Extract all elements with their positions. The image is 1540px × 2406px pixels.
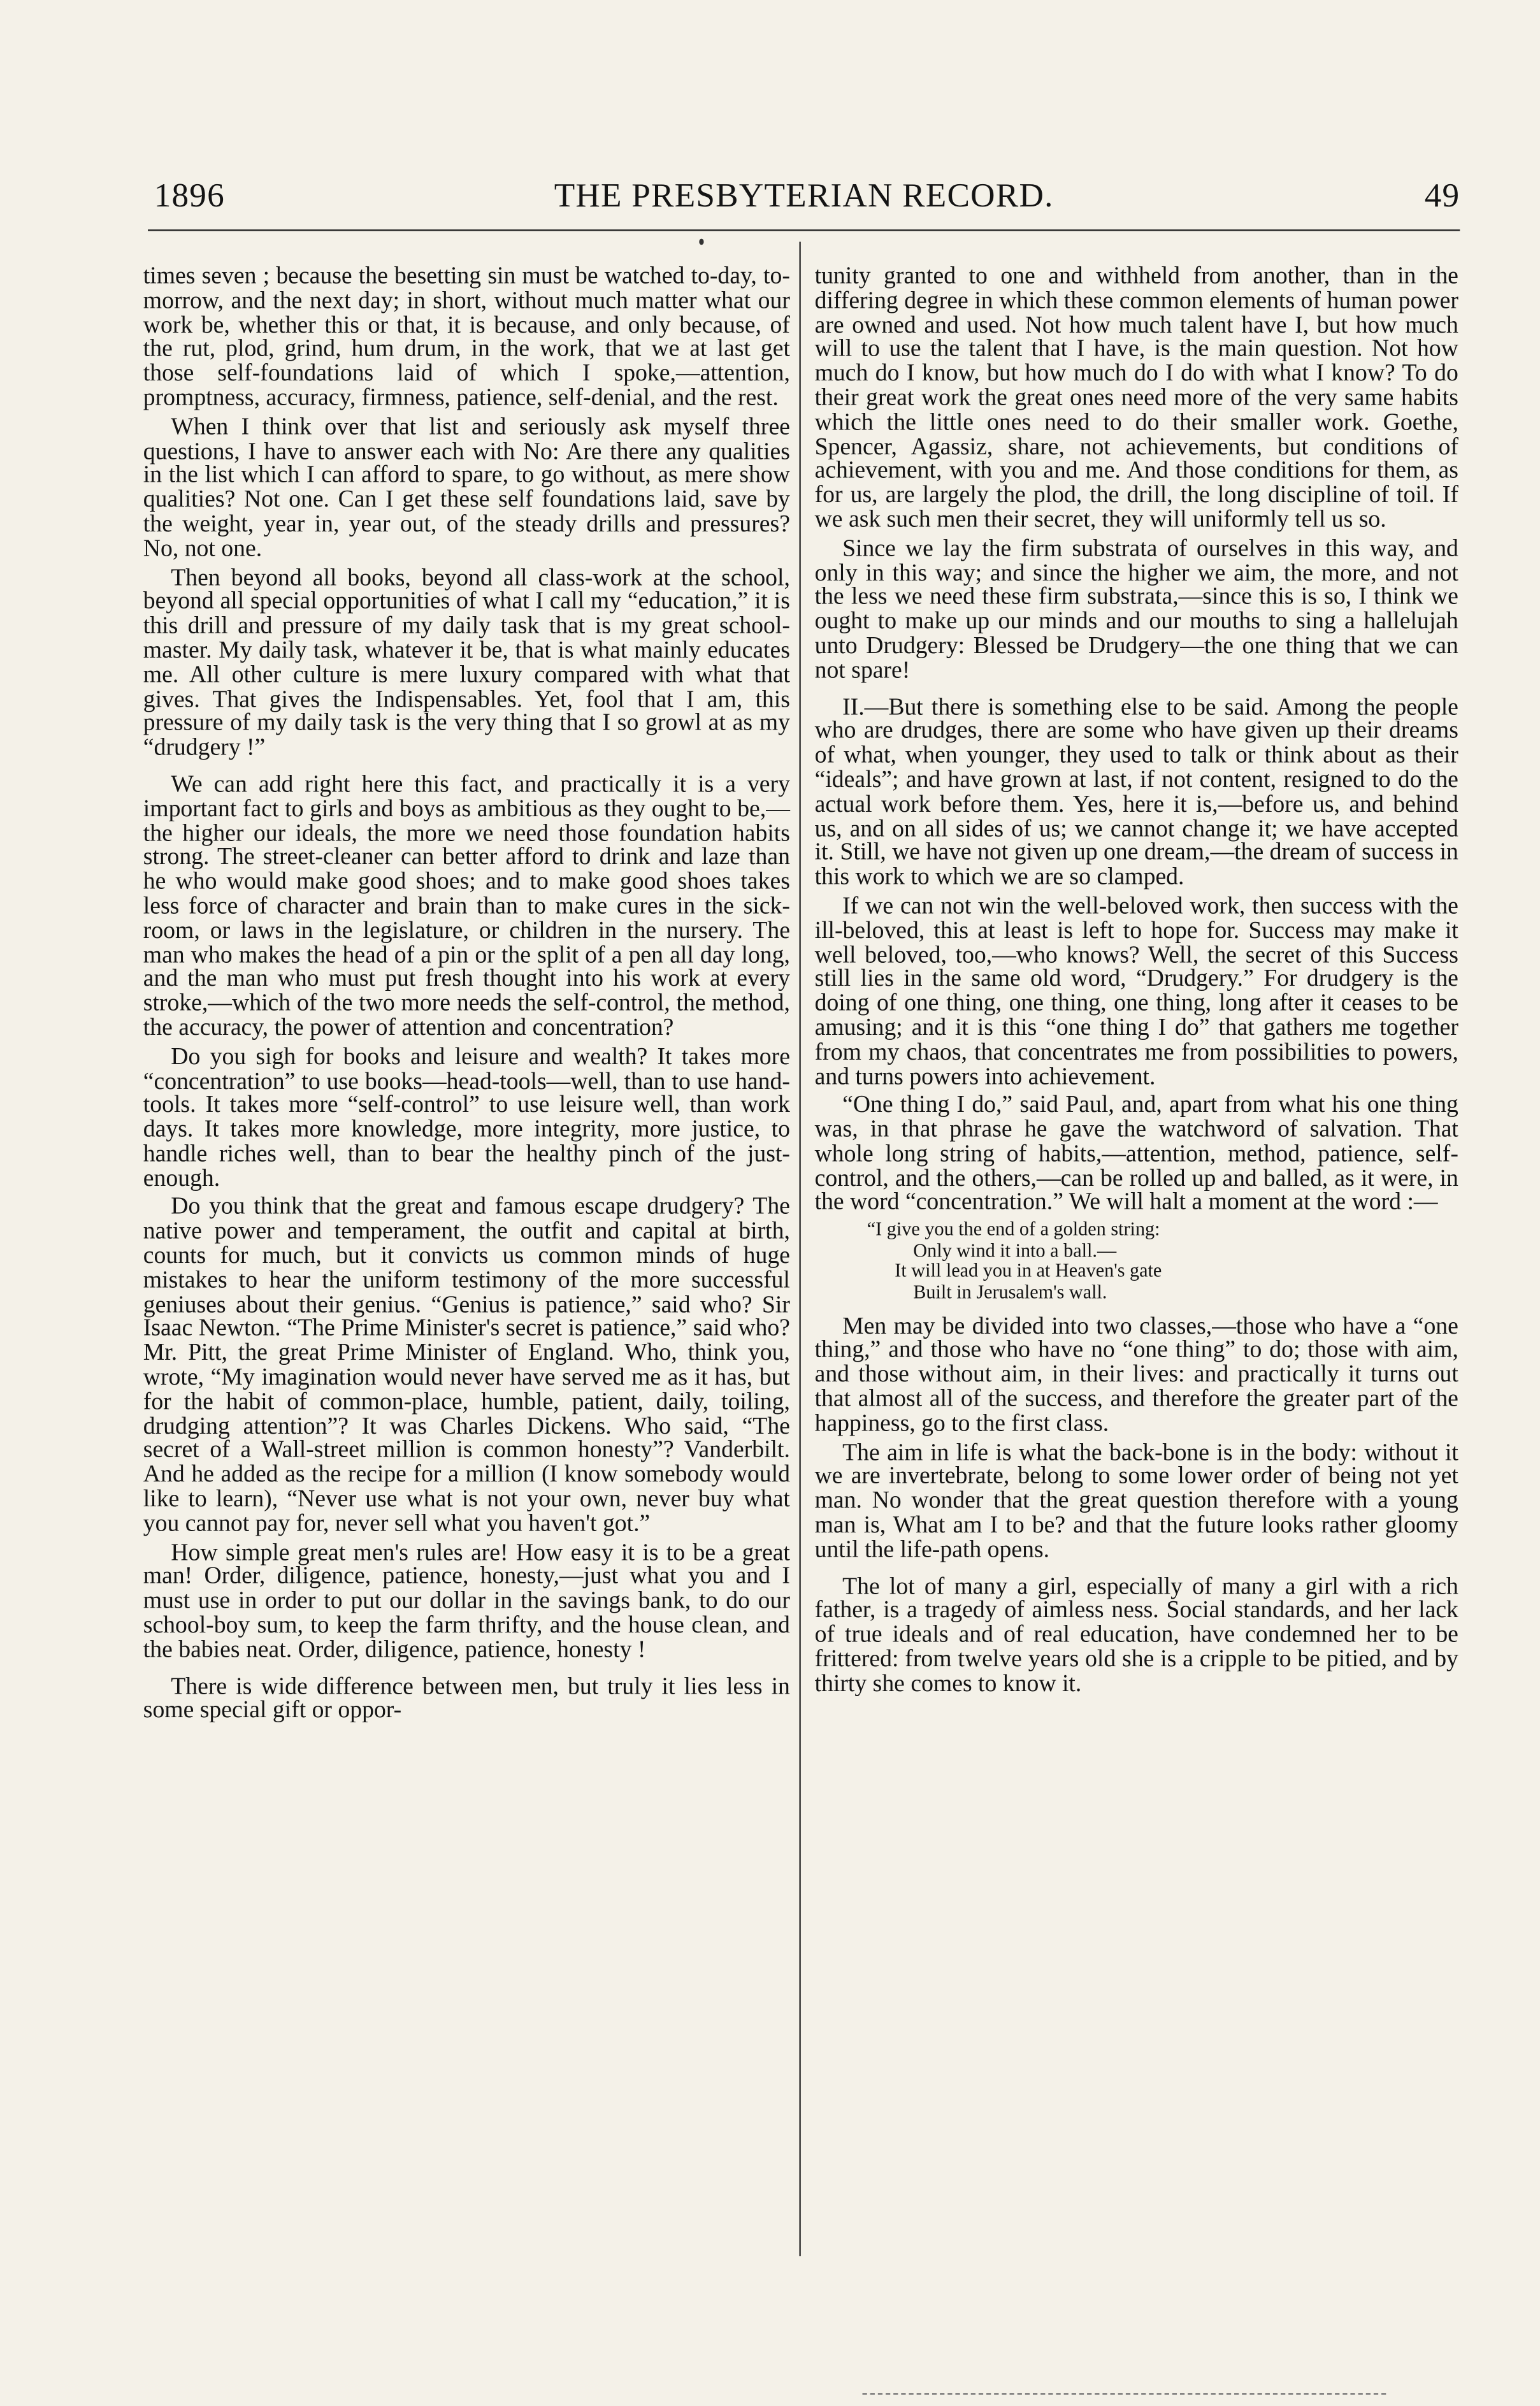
paragraph: Do you think that the great and famous escape drudgery? The native power and temperament, the outfit and capital at birth, counts for much, but it convicts us common minds of huge mistakes to hear the uniform testimony of the more successful geniuses about their genius. “Genius is patience,” said who? Sir Isaac Newton. “The Prime Minister's secret is patience,” said who? Mr. Pitt, the great Prime Minister of England. Who, think you, wrote, “My imagination would never have served me as it has, but for the habit of common-place, humble, patient, daily, toiling, drudging attention”? It was Charles Dickens. Who said, “The secret of a Wall-street million is common honesty”? Vanderbilt. And he added as the recipe for a million (I know somebody would like to learn), “Never use what is not your own, never buy what you cannot pay for, never sell what you haven't got.” — [143, 1194, 790, 1537]
verse-line: It will lead you in at Heaven's gate — [895, 1260, 1162, 1283]
ink-dot — [699, 239, 703, 245]
paragraph: Do you sigh for books and leisure and wealth? It takes more “concentration” to use books—head-tools—well, than to use hand-tools. It takes more “self-control” to use leisure well, than work days. It takes more knowledge, more integrity, more justice, to handle riches well, than to bear the healthy pinch of the just-enough. — [143, 1044, 790, 1192]
left-column — [143, 265, 790, 1729]
paragraph: There is wide difference between men, but truly it lies less in some special gift or oppor- — [143, 1673, 790, 1724]
paragraph: We can add right here this fact, and practically it is a very important fact to girls and boys as ambitious as they ought to be,—the higher our ideals, the more we need those foundation habits strong. The street-cleaner can better afford to drink and laze than he who would make good shoes; and to make good shoes takes less force of character and brain than to make cures in the sick-room, or laws in the legislature, or children in the nursery. The man who makes the head of a pin or the split of a pen all day long, and the man who must put fresh thought into his work at every stroke,—which of the two more needs the self-control, the method, the accuracy, the power of attention and concentration? — [143, 771, 790, 1041]
page-number: 49 — [1424, 175, 1460, 214]
verse-line: “I give you the end of a golden string: — [867, 1218, 1160, 1241]
paragraph: Men may be divided into two classes,—those who have a “one thing,” and those who have no “one thing” to do; those with aim, and those without aim, in their lives: and practically it turns out that almost all of the success, and therefore the greater part of the happiness, go to the first class. — [814, 1313, 1458, 1437]
paragraph: If we can not win the well-beloved work, then success with the ill-beloved, this at least is left to hope for. Success may make it well beloved, too,—who knows? Well, the secret of this Success still lies in the same old word, “Drudgery.” For drudgery is the doing of one thing, one thing, one thing, long after it ceases to be amusing; and it is this “one thing I do” that gathers me together from my chaos, that concentrates me from possibilities to powers, and turns powers into achievement. — [814, 893, 1458, 1090]
verse-line: Built in Jerusalem's wall. — [913, 1281, 1107, 1303]
paragraph: Since we lay the firm substrata of ourselves in this way, and only in this way; and since the higher we aim, the more, and not the less we need these firm substrata,—since this is so, I think we ought to make up our minds and our mouths to sing a hallelujah unto Drudgery: Blessed be Drudgery—the one thing that we can not spare! — [814, 535, 1458, 684]
paragraph: How simple great men's rules are! How easy it is to be a great man! Order, diligence, patience, honesty,—just what you and I must use in order to put our dollar in the savings bank, to do our school-boy sum, to keep the farm thrifty, and the house clean, and the babies neat. Order, diligence, patience, honesty ! — [143, 1539, 790, 1663]
paragraph: Then beyond all books, beyond all class-work at the school, beyond all special opportunities of what I call my “education,” it is this drill and pressure of my daily task that is my great school-master. My daily task, whatever it be, that is what mainly educates me. All other culture is mere luxury compared with what that gives. That gives the Indispensables. Yet, fool that I am, this pressure of my daily task is the very thing that I so growl at as my “drudgery !” — [143, 564, 790, 761]
paragraph: The lot of many a girl, especially of many a girl with a rich father, is a tragedy of aimless ness. Social standards, and her lack of true ideals and of real education, have condemned her to be frittered: from twelve years old she is a cripple to be pitied, and by thirty she comes to know it. — [814, 1573, 1458, 1697]
bottom-rule — [863, 2393, 1386, 2395]
paragraph: The aim in life is what the back-bone is in the body: without it we are invertebrate, belong to some lower order of being not yet man. No wonder that the great question therefore with a young man is, What am I to be? and that the future looks rather gloomy until the life-path opens. — [814, 1439, 1458, 1563]
page-header — [148, 173, 1460, 228]
paragraph: tunity granted to one and withheld from another, than in the differing degree in which these common elements of human power are owned and used. Not how much talent have I, but how much will to use the talent that I have, is the main question. Not how much do I know, but how much do I do with what I know? To do their great work the great ones need more of the very same habits which the little ones need to do their smaller work. Goethe, Spencer, Agassiz, share, not achievements, but conditions of achievement, with you and me. And those conditions for them, as for us, are largely the plod, the drill, the long discipline of toil. If we ask such men their secret, they will uniformly tell us so. — [814, 263, 1458, 533]
right-column — [815, 265, 1458, 1701]
paragraph: times seven ; because the besetting sin must be watched to-day, to-morrow, and the next day; in short, without much matter what our work be, whether this or that, it is because, and only because, of the rut, plod, grind, hum drum, in the work, that we at last get those self-foundations laid of which I spoke,—attention, promptness, accuracy, firmness, patience, self-denial, and the rest. — [143, 263, 790, 412]
header-rule — [148, 229, 1460, 231]
publication-title: THE PRESBYTERIAN RECORD. — [554, 175, 1054, 214]
column-divider — [799, 241, 800, 2256]
paragraph: When I think over that list and seriously ask myself three questions, I have to answer each with No: Are there any qualities in the list which I can afford to spare, to go without, as mere show qualities? Not one. Can I get these self foundations laid, save by the weight, year in, year out, of the steady drills and pressures? No, not one. — [143, 414, 790, 562]
header-year: 1896 — [154, 175, 225, 214]
verse-quote — [815, 1220, 1458, 1304]
paragraph: “One thing I do,” said Paul, and, apart from what his one thing was, in that phrase he gave the watchword of salvation. That whole long string of habits,—attention, method, patience, self-control, and the others,—can be rolled up and balled, as it were, in the word “concentration.” We will halt a moment at the word :— — [814, 1092, 1458, 1216]
verse-line: Only wind it into a ball.— — [913, 1239, 1117, 1262]
paragraph: II.—But there is something else to be said. Among the people who are drudges, there are some who have given up their dreams of what, when younger, they used to talk or think about as their “ideals”; and have grown at last, if not content, resigned to do the actual work before them. Yes, here it is,—before us, and behind us, and on all sides of us; we cannot change it; we have accepted it. Still, we have not given up one dream,—the dream of success in this work to which we are so clamped. — [814, 693, 1458, 891]
